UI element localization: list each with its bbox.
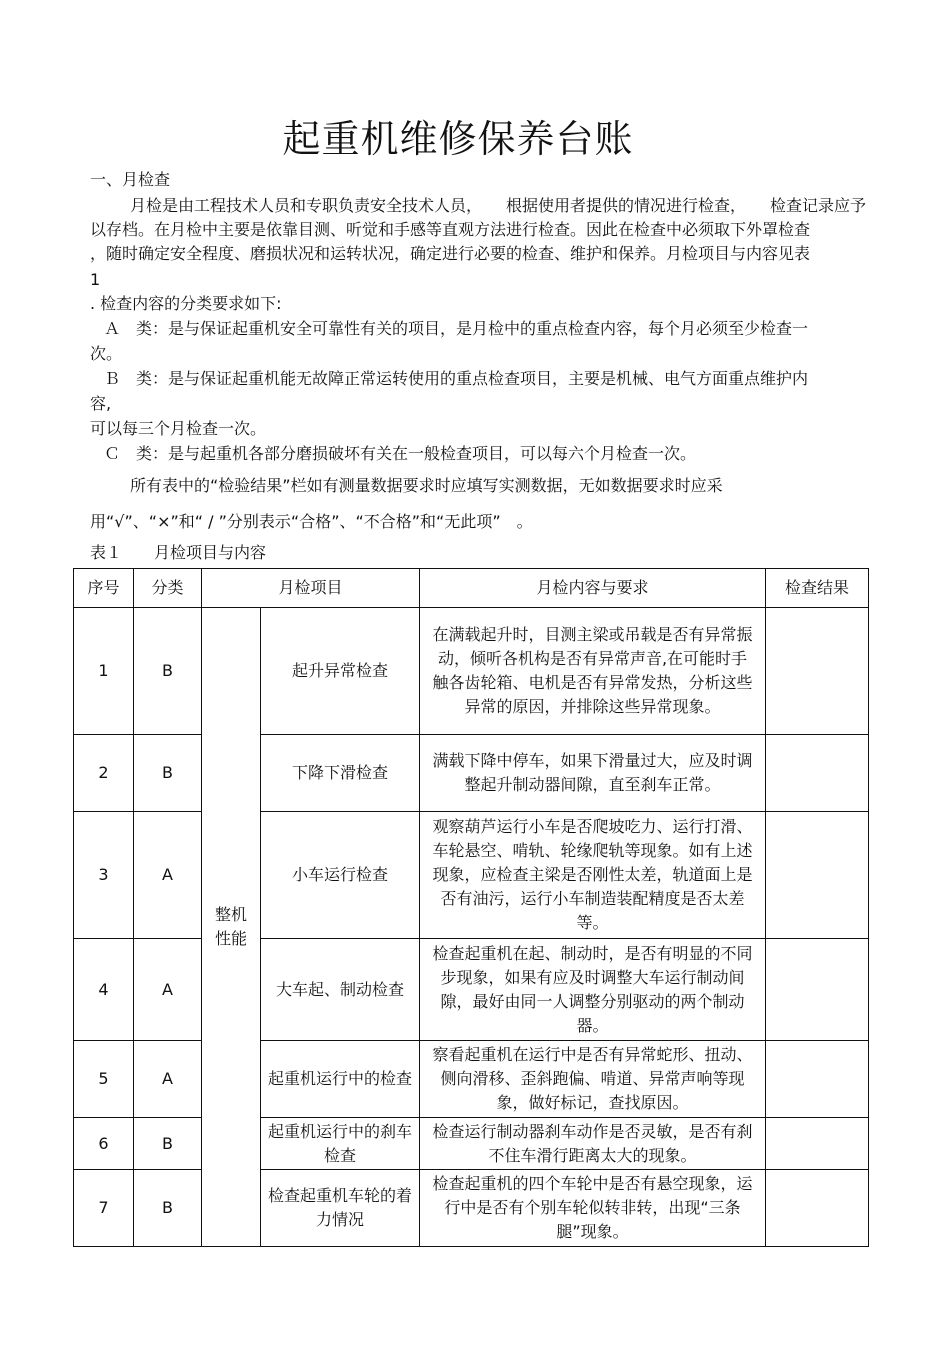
row-no: 1 — [74, 608, 134, 735]
document-title: 起重机维修保养台账 — [282, 117, 634, 161]
paragraph-line: 可以每三个月检查一次。 — [90, 419, 267, 438]
row-content: 检查起重机在起、制动时，是否有明显的不同步现象，如果有应及时调整大车运行制动间隙，最好由同一人调整分别驱动的两个制动器。 — [420, 939, 766, 1041]
row-result[interactable] — [766, 812, 869, 939]
row-content: 满载下降中停车，如果下滑量过大，应及时调整起升制动器间隙，直至刹车正常。 — [420, 735, 766, 812]
row-item: 检查起重机车轮的着力情况 — [261, 1170, 420, 1247]
paragraph-line: . 检查内容的分类要求如下: — [90, 294, 282, 313]
row-no: 3 — [74, 812, 134, 939]
row-category: B — [134, 1170, 202, 1247]
row-content: 检查运行制动器刹车动作是否灵敏，是否有刹不住车滑行距离太大的现象。 — [420, 1118, 766, 1170]
monthly-inspection-table — [73, 568, 869, 1247]
paragraph-line: Ｂ 类：是与保证起重机能无故障正常运转使用的重点检查项目，主要是机械、电气方面重点维护内 — [104, 369, 809, 388]
section-heading: 一、月检查 — [90, 170, 171, 189]
table-row — [74, 812, 869, 939]
row-category: A — [134, 812, 202, 939]
row-result[interactable] — [766, 608, 869, 735]
row-item: 小车运行检查 — [261, 812, 420, 939]
row-item: 起升异常检查 — [261, 608, 420, 735]
header-item: 月检项目 — [202, 569, 420, 608]
row-category: B — [134, 735, 202, 812]
row-content: 观察葫芦运行小车是否爬坡吃力、运行打滑、车轮悬空、啃轨、轮缘爬轨等现象。如有上述现象，应检查主梁是否刚性太差，轨道面上是否有油污，运行小车制造装配精度是否太差等。 — [420, 812, 766, 939]
row-item: 起重机运行中的检查 — [261, 1041, 420, 1118]
table-header-row — [74, 569, 869, 608]
row-result[interactable] — [766, 1170, 869, 1247]
header-category: 分类 — [134, 569, 202, 608]
table-row — [74, 608, 869, 735]
row-no: 6 — [74, 1118, 134, 1170]
header-result: 检查结果 — [766, 569, 869, 608]
table-row — [74, 939, 869, 1041]
row-content: 察看起重机在运行中是否有异常蛇形、扭动、侧向滑移、歪斜跑偏、啃道、异常声响等现象，做好标记，查找原因。 — [420, 1041, 766, 1118]
paragraph-line: Ａ 类：是与保证起重机安全可靠性有关的项目，是月检中的重点检查内容，每个月必须至少检查一 — [104, 319, 809, 338]
group-label: 整机 性能 — [202, 608, 261, 1247]
paragraph-line: 月检是由工程技术人员和专职负责安全技术人员， 根据使用者提供的情况进行检查， 检查记录应予 — [130, 196, 867, 215]
row-result[interactable] — [766, 1041, 869, 1118]
row-item: 下降下滑检查 — [261, 735, 420, 812]
row-category: B — [134, 1118, 202, 1170]
row-category: A — [134, 939, 202, 1041]
table-caption: 表１ 月检项目与内容 — [90, 543, 267, 562]
paragraph-line: ，随时确定安全程度、磨损状况和运转状况，确定进行必要的检查、维护和保养。月检项目与内容见表 — [90, 244, 811, 263]
header-content: 月检内容与要求 — [420, 569, 766, 608]
paragraph-line: 容, — [90, 394, 112, 413]
row-content: 在满载起升时，目测主梁或吊载是否有异常振动，倾听各机构是否有异常声音,在可能时手触各齿轮箱、电机是否有异常发热，分析这些异常的原因，并排除这些异常现象。 — [420, 608, 766, 735]
row-content: 检查起重机的四个车轮中是否有悬空现象，运行中是否有个别车轮似转非转，出现“三条腿”现象。 — [420, 1170, 766, 1247]
table-row — [74, 735, 869, 812]
table-row — [74, 1041, 869, 1118]
row-result[interactable] — [766, 735, 869, 812]
row-result[interactable] — [766, 939, 869, 1041]
paragraph-line: 次。 — [90, 344, 123, 363]
paragraph-line: 1 — [90, 270, 101, 289]
row-category: B — [134, 608, 202, 735]
row-item: 大车起、制动检查 — [261, 939, 420, 1041]
row-no: 7 — [74, 1170, 134, 1247]
paragraph-line: 以存档。在月检中主要是依靠目测、听觉和手感等直观方法进行检查。因此在检查中必须取下外罩检查 — [90, 220, 811, 239]
row-no: 5 — [74, 1041, 134, 1118]
row-no: 2 — [74, 735, 134, 812]
table-row — [74, 1170, 869, 1247]
paragraph-line: Ｃ 类：是与起重机各部分磨损破坏有关在一般检查项目，可以每六个月检查一次。 — [104, 444, 697, 463]
paragraph-line: 所有表中的“检验结果”栏如有测量数据要求时应填写实测数据，无如数据要求时应采 — [130, 476, 723, 495]
row-result[interactable] — [766, 1118, 869, 1170]
row-no: 4 — [74, 939, 134, 1041]
row-category: A — [134, 1041, 202, 1118]
header-no: 序号 — [74, 569, 134, 608]
row-item: 起重机运行中的刹车检查 — [261, 1118, 420, 1170]
table-row — [74, 1118, 869, 1170]
paragraph-line: 用“√”、“×”和“ / ”分别表示“合格”、“不合格”和“无此项” 。 — [90, 512, 533, 531]
